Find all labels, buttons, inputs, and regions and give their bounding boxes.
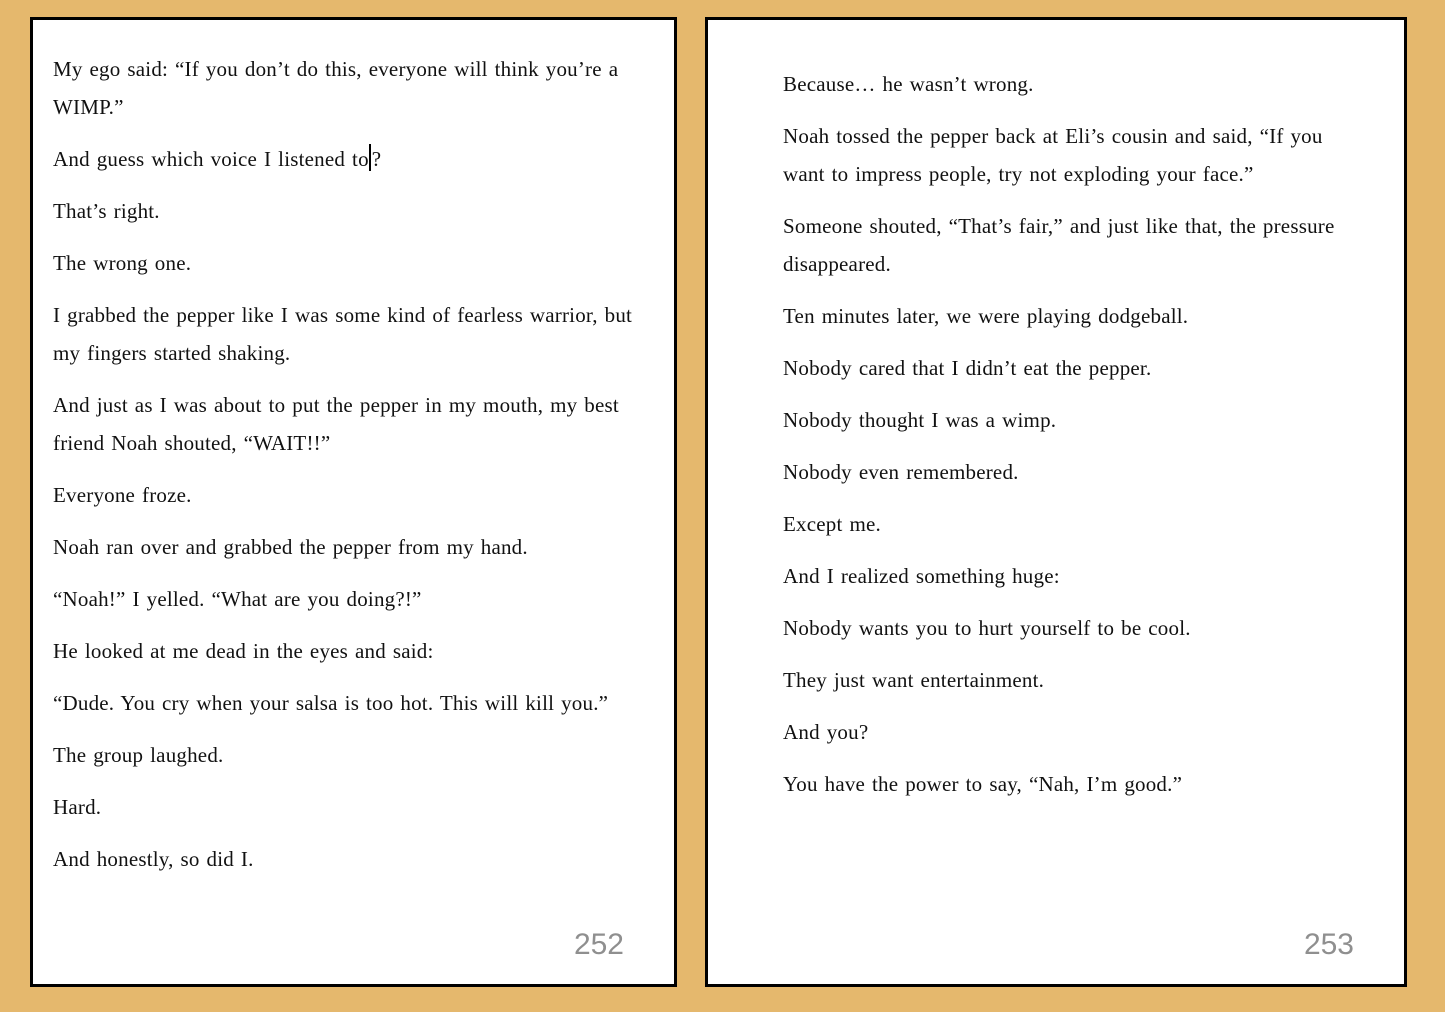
paragraph[interactable]: The group laughed.: [53, 743, 224, 767]
paragraph[interactable]: You have the power to say, “Nah, I’m good.”: [783, 772, 1183, 796]
paragraph[interactable]: And honestly, so did I.: [53, 847, 254, 871]
paragraph-text: ?: [371, 147, 382, 171]
page-253: [705, 17, 1407, 987]
page-number: 253: [1303, 928, 1354, 961]
paragraph[interactable]: Except me.: [783, 512, 881, 536]
paragraph[interactable]: They just want entertainment.: [783, 668, 1045, 692]
paragraph[interactable]: Nobody even remembered.: [783, 460, 1019, 484]
paragraph[interactable]: Nobody thought I was a wimp.: [783, 408, 1057, 432]
paragraph-text: And guess which voice I listened to: [53, 147, 369, 171]
paragraph[interactable]: That’s right.: [53, 199, 160, 223]
paragraph[interactable]: My ego said: “If you don’t do this, everyone will think you’re a WIMP.”: [53, 57, 619, 119]
page-253-text-area[interactable]: [708, 20, 1385, 817]
page-number: 252: [573, 928, 624, 961]
page-252-text-area[interactable]: [33, 20, 655, 892]
paragraph[interactable]: [53, 140, 637, 178]
page-252: [30, 17, 677, 987]
paragraph[interactable]: “Dude. You cry when your salsa is too hot. This will kill you.”: [53, 691, 609, 715]
paragraph[interactable]: Noah tossed the pepper back at Eli’s cousin and said, “If you want to impress people, try not exploding your face.”: [783, 124, 1323, 186]
paragraph[interactable]: Someone shouted, “That’s fair,” and just like that, the pressure disappeared.: [783, 214, 1335, 276]
paragraph[interactable]: Because… he wasn’t wrong.: [783, 72, 1034, 96]
paragraph[interactable]: And just as I was about to put the pepper in my mouth, my best friend Noah shouted, “WAIT!!”: [53, 393, 619, 455]
paragraph[interactable]: And I realized something huge:: [783, 564, 1060, 588]
paragraph[interactable]: And you?: [783, 720, 869, 744]
paragraph[interactable]: Hard.: [53, 795, 102, 819]
paragraph[interactable]: Everyone froze.: [53, 483, 192, 507]
paragraph[interactable]: The wrong one.: [53, 251, 192, 275]
paragraph[interactable]: Ten minutes later, we were playing dodgeball.: [783, 304, 1189, 328]
paragraph[interactable]: Nobody wants you to hurt yourself to be cool.: [783, 616, 1191, 640]
paragraph[interactable]: He looked at me dead in the eyes and said:: [53, 639, 434, 663]
paragraph[interactable]: Nobody cared that I didn’t eat the pepper.: [783, 356, 1152, 380]
paragraph[interactable]: Noah ran over and grabbed the pepper from my hand.: [53, 535, 528, 559]
paragraph[interactable]: I grabbed the pepper like I was some kind of fearless warrior, but my fingers started shaking.: [53, 303, 633, 365]
paragraph[interactable]: “Noah!” I yelled. “What are you doing?!”: [53, 587, 422, 611]
